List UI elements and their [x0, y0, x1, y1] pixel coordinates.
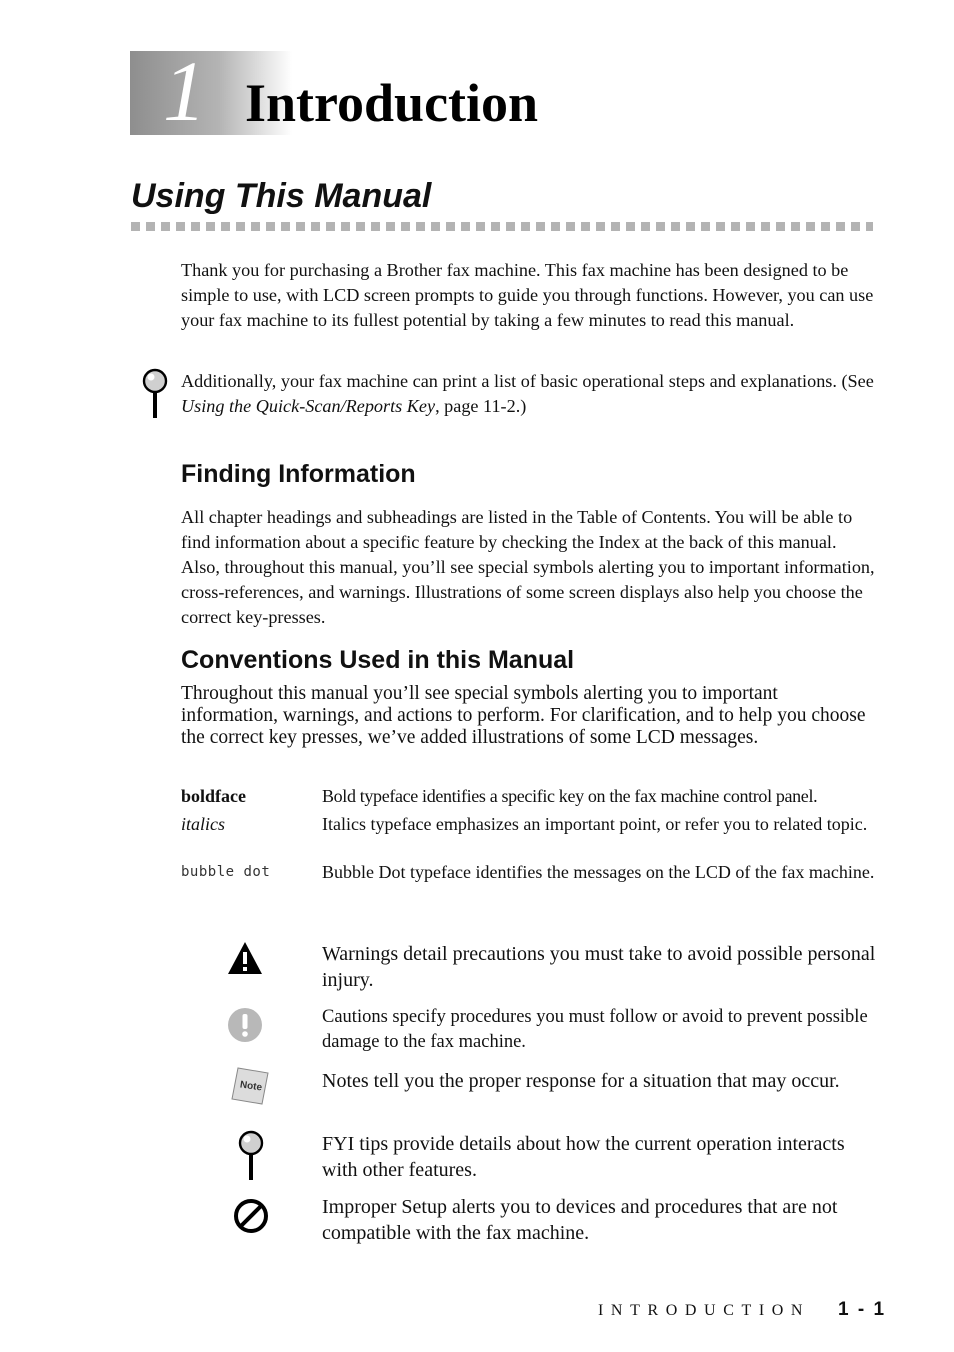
fyi-description: FYI tips provide details about how the current operation interacts with other features.	[322, 1133, 845, 1181]
conventions-heading: Conventions Used in this Manual	[181, 646, 575, 674]
page-number: 1 - 1	[838, 1299, 887, 1320]
conventions-paragraph: Throughout this manual you’ll see special symbols alerting you to important information, warnings, and actions to perform. For clarification, and to help you choose the correct key presses, we’ve added illustrations of some LCD messages.	[181, 683, 866, 748]
chapter-number: 1	[163, 43, 206, 139]
section-title: Using This Manual	[131, 177, 432, 215]
fyi-tip-icon	[236, 1130, 266, 1184]
tip-text: Additionally, your fax machine can print a list of basic operational steps and explanations. (See	[181, 371, 874, 391]
intro-paragraph: Thank you for purchasing a Brother fax machine. This fax machine has been designed to be simple to use, with LCD screen prompts to guide you through functions. However, you can use your fax machine to its fullest potential by taking a few minutes to read this manual.	[181, 260, 874, 330]
tip-cross-reference[interactable]: Using the Quick-Scan/Reports Key	[181, 396, 436, 416]
improper-setup-description: Improper Setup alerts you to devices and procedures that are not compatible with the fax machine.	[322, 1196, 838, 1244]
footer-chapter-label: INTRODUCTION	[598, 1302, 811, 1319]
note-icon-label: Note	[239, 1079, 263, 1094]
convention-desc-boldface: Bold typeface identifies a specific key on the fax machine control panel.	[322, 786, 818, 806]
caution-description: Cautions specify procedures you must follow or avoid to prevent possible damage to the fax machine.	[322, 1007, 868, 1052]
caution-icon	[226, 1006, 264, 1044]
section-divider	[131, 222, 873, 231]
warning-triangle-icon	[226, 940, 264, 976]
convention-term-bubble-dot: bubble dot	[181, 864, 271, 880]
tip-text-end: , page 11-2.)	[435, 396, 527, 416]
chapter-title: Introduction	[245, 73, 539, 133]
convention-term-boldface: boldface	[181, 786, 246, 806]
finding-information-paragraph: All chapter headings and subheadings are listed in the Table of Contents. You will be able to find information about a specific feature by checking the Index at the back of this manual. Also, throughout this manual, you’ll see special symbols alerting you to important information, cross-references, and warnings. Illustrations of some screen displays also help you choose the correct key-presses.	[181, 507, 875, 627]
finding-information-heading: Finding Information	[181, 460, 416, 488]
convention-desc-bubble-dot: Bubble Dot typeface identifies the messages on the LCD of the fax machine.	[322, 862, 875, 882]
note-icon	[230, 1066, 270, 1106]
fyi-tip-icon	[140, 368, 170, 422]
convention-term-italics: italics	[181, 814, 225, 834]
tip-paragraph	[181, 369, 877, 419]
improper-setup-icon	[233, 1198, 269, 1234]
warning-description: Warnings detail precautions you must take to avoid possible personal injury.	[322, 943, 876, 991]
convention-desc-italics: Italics typeface emphasizes an important point, or refer you to related topic.	[322, 814, 868, 834]
note-description: Notes tell you the proper response for a situation that may occur.	[322, 1070, 840, 1092]
